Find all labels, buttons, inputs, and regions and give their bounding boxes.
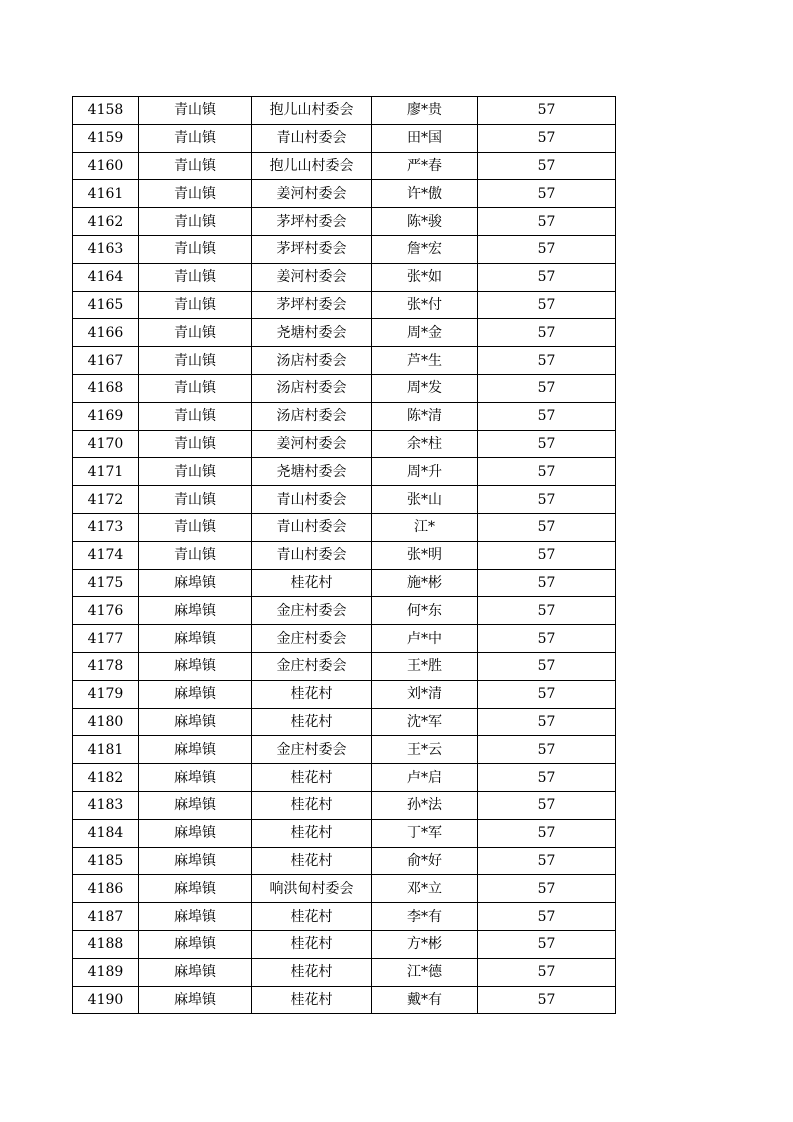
village-cell: 抱儿山村委会 <box>252 97 372 125</box>
row-number-cell: 4163 <box>73 235 139 263</box>
row-number-cell: 4171 <box>73 458 139 486</box>
name-cell: 刘*清 <box>372 680 478 708</box>
value-cell: 57 <box>478 430 616 458</box>
town-cell: 青山镇 <box>139 486 252 514</box>
table-row <box>73 736 616 764</box>
village-cell: 桂花村 <box>252 958 372 986</box>
town-cell: 麻埠镇 <box>139 903 252 931</box>
town-cell: 麻埠镇 <box>139 930 252 958</box>
name-cell: 张*明 <box>372 541 478 569</box>
table-row <box>73 97 616 125</box>
value-cell: 57 <box>478 680 616 708</box>
row-number-cell: 4178 <box>73 652 139 680</box>
village-cell: 桂花村 <box>252 930 372 958</box>
value-cell: 57 <box>478 235 616 263</box>
name-cell: 严*春 <box>372 152 478 180</box>
value-cell: 57 <box>478 764 616 792</box>
village-cell: 青山村委会 <box>252 124 372 152</box>
town-cell: 麻埠镇 <box>139 597 252 625</box>
value-cell: 57 <box>478 625 616 653</box>
village-cell: 茅坪村委会 <box>252 235 372 263</box>
table-row <box>73 374 616 402</box>
value-cell: 57 <box>478 347 616 375</box>
row-number-cell: 4176 <box>73 597 139 625</box>
row-number-cell: 4159 <box>73 124 139 152</box>
row-number-cell: 4168 <box>73 374 139 402</box>
value-cell: 57 <box>478 791 616 819</box>
village-cell: 桂花村 <box>252 569 372 597</box>
row-number-cell: 4167 <box>73 347 139 375</box>
row-number-cell: 4181 <box>73 736 139 764</box>
town-cell: 青山镇 <box>139 124 252 152</box>
value-cell: 57 <box>478 736 616 764</box>
value-cell: 57 <box>478 402 616 430</box>
value-cell: 57 <box>478 819 616 847</box>
value-cell: 57 <box>478 208 616 236</box>
name-cell: 卢*中 <box>372 625 478 653</box>
value-cell: 57 <box>478 513 616 541</box>
row-number-cell: 4169 <box>73 402 139 430</box>
table-row <box>73 764 616 792</box>
name-cell: 陈*骏 <box>372 208 478 236</box>
table-row <box>73 847 616 875</box>
town-cell: 麻埠镇 <box>139 708 252 736</box>
value-cell: 57 <box>478 263 616 291</box>
village-cell: 尧塘村委会 <box>252 319 372 347</box>
name-cell: 卢*启 <box>372 764 478 792</box>
table-row <box>73 402 616 430</box>
value-cell: 57 <box>478 458 616 486</box>
row-number-cell: 4185 <box>73 847 139 875</box>
village-cell: 汤店村委会 <box>252 402 372 430</box>
table-row <box>73 875 616 903</box>
name-cell: 余*柱 <box>372 430 478 458</box>
row-number-cell: 4170 <box>73 430 139 458</box>
town-cell: 青山镇 <box>139 513 252 541</box>
value-cell: 57 <box>478 597 616 625</box>
village-cell: 金庄村委会 <box>252 625 372 653</box>
town-cell: 青山镇 <box>139 430 252 458</box>
value-cell: 57 <box>478 652 616 680</box>
table-row <box>73 291 616 319</box>
value-cell: 57 <box>478 541 616 569</box>
table-row <box>73 652 616 680</box>
table-row <box>73 958 616 986</box>
table-row <box>73 319 616 347</box>
name-cell: 田*国 <box>372 124 478 152</box>
row-number-cell: 4161 <box>73 180 139 208</box>
name-cell: 沈*军 <box>372 708 478 736</box>
town-cell: 麻埠镇 <box>139 764 252 792</box>
town-cell: 麻埠镇 <box>139 847 252 875</box>
value-cell: 57 <box>478 124 616 152</box>
table-row <box>73 208 616 236</box>
name-cell: 芦*生 <box>372 347 478 375</box>
village-cell: 桂花村 <box>252 819 372 847</box>
town-cell: 麻埠镇 <box>139 736 252 764</box>
row-number-cell: 4182 <box>73 764 139 792</box>
town-cell: 麻埠镇 <box>139 819 252 847</box>
village-cell: 姜河村委会 <box>252 180 372 208</box>
value-cell: 57 <box>478 569 616 597</box>
name-cell: 王*云 <box>372 736 478 764</box>
table-row <box>73 541 616 569</box>
table-row <box>73 791 616 819</box>
table-row <box>73 263 616 291</box>
village-cell: 金庄村委会 <box>252 652 372 680</box>
name-cell: 江*德 <box>372 958 478 986</box>
village-cell: 汤店村委会 <box>252 347 372 375</box>
village-cell: 桂花村 <box>252 791 372 819</box>
table-row <box>73 708 616 736</box>
name-cell: 何*东 <box>372 597 478 625</box>
value-cell: 57 <box>478 319 616 347</box>
town-cell: 青山镇 <box>139 458 252 486</box>
village-cell: 茅坪村委会 <box>252 291 372 319</box>
town-cell: 麻埠镇 <box>139 986 252 1014</box>
town-cell: 青山镇 <box>139 152 252 180</box>
value-cell: 57 <box>478 986 616 1014</box>
row-number-cell: 4173 <box>73 513 139 541</box>
village-cell: 金庄村委会 <box>252 597 372 625</box>
town-cell: 青山镇 <box>139 235 252 263</box>
town-cell: 麻埠镇 <box>139 680 252 708</box>
value-cell: 57 <box>478 374 616 402</box>
row-number-cell: 4183 <box>73 791 139 819</box>
name-cell: 张*付 <box>372 291 478 319</box>
value-cell: 57 <box>478 903 616 931</box>
town-cell: 麻埠镇 <box>139 569 252 597</box>
row-number-cell: 4188 <box>73 930 139 958</box>
name-cell: 丁*军 <box>372 819 478 847</box>
name-cell: 邓*立 <box>372 875 478 903</box>
name-cell: 方*彬 <box>372 930 478 958</box>
village-cell: 桂花村 <box>252 847 372 875</box>
row-number-cell: 4166 <box>73 319 139 347</box>
village-cell: 金庄村委会 <box>252 736 372 764</box>
table-row <box>73 569 616 597</box>
table-row <box>73 430 616 458</box>
name-cell: 周*金 <box>372 319 478 347</box>
village-cell: 抱儿山村委会 <box>252 152 372 180</box>
name-cell: 江* <box>372 513 478 541</box>
value-cell: 57 <box>478 180 616 208</box>
table-row <box>73 458 616 486</box>
row-number-cell: 4179 <box>73 680 139 708</box>
value-cell: 57 <box>478 152 616 180</box>
town-cell: 麻埠镇 <box>139 652 252 680</box>
town-cell: 麻埠镇 <box>139 625 252 653</box>
name-cell: 李*有 <box>372 903 478 931</box>
village-cell: 尧塘村委会 <box>252 458 372 486</box>
town-cell: 麻埠镇 <box>139 791 252 819</box>
town-cell: 青山镇 <box>139 291 252 319</box>
village-cell: 桂花村 <box>252 986 372 1014</box>
village-cell: 姜河村委会 <box>252 430 372 458</box>
table-row <box>73 597 616 625</box>
row-number-cell: 4160 <box>73 152 139 180</box>
value-cell: 57 <box>478 930 616 958</box>
name-cell: 陈*清 <box>372 402 478 430</box>
village-cell: 桂花村 <box>252 680 372 708</box>
value-cell: 57 <box>478 291 616 319</box>
town-cell: 青山镇 <box>139 541 252 569</box>
town-cell: 青山镇 <box>139 402 252 430</box>
table-row <box>73 625 616 653</box>
village-cell: 桂花村 <box>252 708 372 736</box>
row-number-cell: 4189 <box>73 958 139 986</box>
name-cell: 施*彬 <box>372 569 478 597</box>
value-cell: 57 <box>478 486 616 514</box>
name-cell: 张*山 <box>372 486 478 514</box>
name-cell: 詹*宏 <box>372 235 478 263</box>
value-cell: 57 <box>478 958 616 986</box>
village-cell: 响洪甸村委会 <box>252 875 372 903</box>
table-row <box>73 180 616 208</box>
row-number-cell: 4172 <box>73 486 139 514</box>
table-row <box>73 347 616 375</box>
row-number-cell: 4158 <box>73 97 139 125</box>
village-cell: 桂花村 <box>252 764 372 792</box>
name-cell: 俞*好 <box>372 847 478 875</box>
table-row <box>73 680 616 708</box>
village-cell: 汤店村委会 <box>252 374 372 402</box>
village-cell: 姜河村委会 <box>252 263 372 291</box>
value-cell: 57 <box>478 708 616 736</box>
name-cell: 王*胜 <box>372 652 478 680</box>
name-cell: 张*如 <box>372 263 478 291</box>
village-cell: 青山村委会 <box>252 486 372 514</box>
row-number-cell: 4184 <box>73 819 139 847</box>
name-cell: 孙*法 <box>372 791 478 819</box>
town-cell: 麻埠镇 <box>139 958 252 986</box>
value-cell: 57 <box>478 875 616 903</box>
town-cell: 麻埠镇 <box>139 875 252 903</box>
town-cell: 青山镇 <box>139 208 252 236</box>
table-row <box>73 513 616 541</box>
row-number-cell: 4165 <box>73 291 139 319</box>
row-number-cell: 4162 <box>73 208 139 236</box>
row-number-cell: 4164 <box>73 263 139 291</box>
value-cell: 57 <box>478 847 616 875</box>
table-row <box>73 235 616 263</box>
town-cell: 青山镇 <box>139 180 252 208</box>
row-number-cell: 4190 <box>73 986 139 1014</box>
table-row <box>73 903 616 931</box>
table-row <box>73 152 616 180</box>
table-body <box>73 97 616 1014</box>
town-cell: 青山镇 <box>139 374 252 402</box>
table-row <box>73 819 616 847</box>
name-cell: 廖*贵 <box>372 97 478 125</box>
row-number-cell: 4180 <box>73 708 139 736</box>
town-cell: 青山镇 <box>139 97 252 125</box>
row-number-cell: 4187 <box>73 903 139 931</box>
row-number-cell: 4175 <box>73 569 139 597</box>
name-cell: 周*升 <box>372 458 478 486</box>
name-cell: 戴*有 <box>372 986 478 1014</box>
value-cell: 57 <box>478 97 616 125</box>
village-cell: 茅坪村委会 <box>252 208 372 236</box>
table-row <box>73 124 616 152</box>
town-cell: 青山镇 <box>139 263 252 291</box>
table-row <box>73 930 616 958</box>
village-cell: 青山村委会 <box>252 541 372 569</box>
town-cell: 青山镇 <box>139 319 252 347</box>
town-cell: 青山镇 <box>139 347 252 375</box>
village-cell: 桂花村 <box>252 903 372 931</box>
table-row <box>73 486 616 514</box>
table-row <box>73 986 616 1014</box>
name-cell: 周*发 <box>372 374 478 402</box>
row-number-cell: 4177 <box>73 625 139 653</box>
row-number-cell: 4186 <box>73 875 139 903</box>
data-table <box>72 96 616 1014</box>
village-cell: 青山村委会 <box>252 513 372 541</box>
name-cell: 许*傲 <box>372 180 478 208</box>
row-number-cell: 4174 <box>73 541 139 569</box>
